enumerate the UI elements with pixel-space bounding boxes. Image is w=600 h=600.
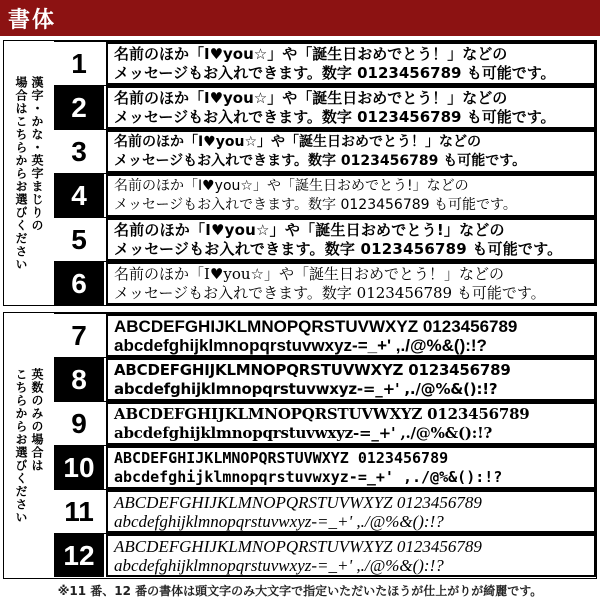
font-number: 8 — [54, 358, 104, 401]
font-sample — [106, 130, 596, 173]
font-sample-line2: メッセージもお入れできます。数字 0123456789 も可能です。 — [114, 107, 556, 126]
font-number: 1 — [54, 42, 104, 85]
font-number: 7 — [54, 314, 104, 357]
font-sample-line2: メッセージもお入れできます。数字 0123456789 も可能です。 — [114, 152, 527, 169]
font-sample-line2: abcdefghijklmnopqrstuvwxyz-=_+' ,./@%&():!? — [114, 467, 503, 486]
font-option-1[interactable] — [54, 41, 596, 85]
font-number: 6 — [54, 262, 104, 305]
font-option-4[interactable] — [54, 173, 596, 217]
font-option-8[interactable] — [54, 357, 596, 401]
font-number: 4 — [54, 174, 104, 217]
font-sample — [106, 262, 596, 305]
font-sample — [106, 174, 596, 217]
font-sample — [106, 86, 596, 129]
font-sample-line2: メッセージもお入れできます。数字 0123456789 も可能です。 — [114, 283, 546, 302]
section-english-label-text: 英数のみの場合は こちらからお選びください — [14, 367, 44, 524]
font-sample-line1: ABCDEFGHIJKLMNOPQRSTUVWXYZ 0123456789 — [114, 492, 482, 512]
font-sample-line1: 名前のほか「I♥you☆」や「誕生日おめでとう!」などの — [114, 177, 469, 194]
font-sample-line2: メッセージもお入れできます。数字 0123456789 も可能です。 — [114, 63, 556, 82]
font-option-12[interactable] — [54, 533, 596, 577]
font-sample — [106, 402, 596, 445]
font-sample — [106, 314, 596, 357]
font-sample-line2: abcdefghijklmnopqrstuvwxyz-=_+' ,./@%&():!? — [114, 335, 487, 355]
font-sample-line1: ABCDEFGHIJKLMNOPQRSTUVWXYZ 0123456789 — [114, 536, 482, 556]
font-sample — [106, 358, 596, 401]
footnote: ※11 番、12 番の書体は頭文字のみ大文字で指定いただいたほうが仕上がりが綺麗です。 — [57, 584, 543, 598]
font-number: 9 — [54, 402, 104, 445]
font-option-7[interactable] — [54, 313, 596, 357]
font-sample — [106, 42, 596, 85]
font-sample-line2: abcdefghijklmnopqrstuvwxyz-=_+' ,./@%&():!? — [114, 379, 498, 398]
section-english-fonts — [3, 312, 597, 579]
font-sample-line1: 名前のほか「I♥you☆」や「誕生日おめでとう！」などの — [114, 264, 504, 283]
font-sample-line1: 名前のほか「I♥you☆」や「誕生日おめでとう！」などの — [114, 133, 482, 150]
font-sample — [106, 446, 596, 489]
font-option-9[interactable] — [54, 401, 596, 445]
font-sample-line2: abcdefghijklmnopqrstuvwxyz-=_+' ,./@%&():!? — [114, 423, 493, 442]
section-japanese-label — [4, 41, 54, 305]
font-number: 10 — [54, 446, 104, 489]
font-number: 11 — [54, 490, 104, 533]
section-japanese-fonts — [3, 40, 597, 306]
font-sample-line2: abcdefghijklmnopqrstuvwxyz-=_+' ,./@%&():!? — [114, 511, 444, 531]
header-bar — [0, 0, 600, 36]
font-option-3[interactable] — [54, 129, 596, 173]
page-title: 書体 — [8, 8, 57, 33]
font-sample-line1: ABCDEFGHIJKLMNOPQRSTUVWXYZ 0123456789 — [114, 404, 530, 423]
font-number: 5 — [54, 218, 104, 261]
font-sample-line1: 名前のほか「I♥you☆」や「誕生日おめでとう！」などの — [114, 44, 508, 63]
font-sample-line1: 名前のほか「I♥you☆」や「誕生日おめでとう!」などの — [114, 220, 505, 239]
font-sample-line1: ABCDEFGHIJKLMNOPQRSTUVWXYZ 0123456789 — [114, 448, 449, 467]
section-japanese-label-text: 漢字・かな・英字まじりの 場合はこちらからお選びください — [14, 75, 44, 271]
section-english-label — [4, 313, 54, 578]
font-sample-line1: 名前のほか「I♥you☆」や「誕生日おめでとう！」などの — [114, 88, 508, 107]
font-option-10[interactable] — [54, 445, 596, 489]
font-number: 2 — [54, 86, 104, 129]
font-sample-line1: ABCDEFGHIJKLMNOPQRSTUVWXYZ 0123456789 — [114, 360, 511, 379]
font-sample — [106, 534, 596, 577]
font-number: 12 — [54, 534, 104, 577]
font-sample-line2: メッセージもお入れできます。数字 0123456789 も可能です。 — [114, 239, 563, 258]
font-option-5[interactable] — [54, 217, 596, 261]
font-sample-line1: ABCDEFGHIJKLMNOPQRSTUVWXYZ 0123456789 — [114, 316, 518, 336]
font-option-6[interactable] — [54, 261, 596, 305]
font-option-11[interactable] — [54, 489, 596, 533]
font-option-2[interactable] — [54, 85, 596, 129]
font-number: 3 — [54, 130, 104, 173]
font-sample-line2: abcdefghijklmnopqrstuvwxyz-=_+' ,./@%&():!? — [114, 555, 444, 575]
font-sample — [106, 490, 596, 533]
font-sample — [106, 218, 596, 261]
font-sample-line2: メッセージもお入れできます。数字 0123456789 も可能です。 — [114, 196, 517, 213]
